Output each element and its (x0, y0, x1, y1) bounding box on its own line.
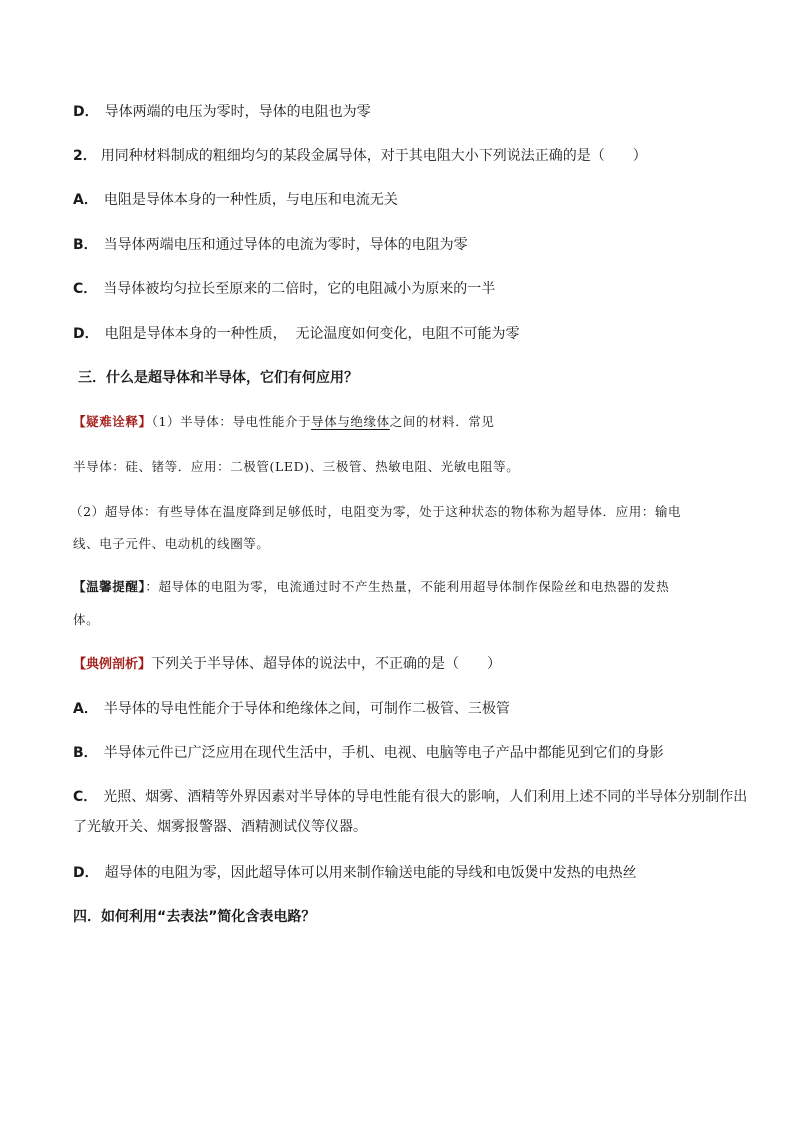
tip-line-2: 体。 (73, 612, 100, 627)
example-option-d (73, 864, 637, 882)
option-label: D． (73, 104, 99, 120)
option-label: A． (73, 701, 98, 717)
option-text: 半导体的导电性能介于导体和绝缘体之间，可制作二极管、三极管 (103, 701, 510, 717)
example-text: 下列关于半导体、超导体的说法中，不正确的是（ ） (151, 656, 502, 672)
option-label: B． (73, 745, 98, 761)
tip-text: ：超导体的电阻为零，电流通过时不产生热量，不能利用超导体制作保险丝和电热器的发热 (145, 579, 670, 594)
option-text: 导体两端的电压为零时，导体的电阻也为零 (104, 104, 371, 120)
explain-line-1 (73, 413, 495, 431)
option-text: 半导体元件已广泛应用在现代生活中，手机、电视、电脑等电子产品中都能见到它们的身影 (103, 745, 664, 761)
option-label: A． (73, 192, 98, 208)
q2-option-c (73, 280, 495, 298)
example-tag: 【典例剖析】 (73, 657, 152, 672)
q2-option-a (73, 191, 398, 209)
question-text: 用同种材料制成的粗细均匀的某段金属导体，对于其电阻大小下列说法正确的是（ ） (100, 148, 647, 164)
option-text: 电阻是导体本身的一种性质，与电压和电流无关 (103, 192, 398, 208)
option-text: 超导体的电阻为零，因此超导体可以用来制作输送电能的导线和电饭煲中发热的电热丝 (104, 865, 637, 881)
example-option-c-cont: 了光敏开关、烟雾报警器、酒精测试仪等仪器。 (73, 819, 367, 835)
tip-line-1 (73, 578, 669, 596)
option-text: 电阻是导体本身的一种性质， 无论温度如何变化，电阻不可能为零 (104, 326, 520, 342)
option-label: C． (73, 281, 98, 297)
tip-tag: 【温馨提醒】 (73, 579, 146, 594)
q2-option-b (73, 236, 468, 254)
example-stem (73, 655, 501, 674)
explain-underlined: 导体与绝缘体 (311, 414, 390, 429)
option-text: 当导体被均匀拉长至原来的二倍时，它的电阻减小为原来的一半 (103, 281, 496, 297)
explain-line-3: （2）超导体：有些导体在温度降到足够低时，电阻变为零，处于这种状态的物体称为超导体．应用：输电 (70, 504, 682, 519)
explain-text-post: 之间的材料．常见 (389, 414, 495, 429)
option-label: C． (73, 789, 98, 805)
option-text: 当导体两端电压和通过导体的电流为零时，导体的电阻为零 (103, 237, 468, 253)
example-option-a (73, 700, 510, 718)
question-2-stem (73, 147, 647, 165)
explain-tag: 【疑难诠释】 (73, 414, 152, 429)
explain-line-2: 半导体：硅、锗等．应用：二极管(LED)、三极管、热敏电阻、光敏电阻等。 (73, 459, 520, 474)
explain-text-pre: （1）半导体：导电性能介于 (151, 414, 312, 429)
option-text: 光照、烟雾、酒精等外界因素对半导体的导电性能有很大的影响，人们利用上述不同的半导体分别制作出 (103, 789, 748, 805)
example-option-b (73, 744, 664, 762)
question-number: 2． (73, 148, 97, 164)
option-label: D． (73, 326, 99, 342)
explain-line-4: 线、电子元件、电动机的线圈等。 (73, 536, 270, 551)
example-option-c (73, 788, 747, 806)
q1-option-d (73, 103, 371, 121)
section-3-heading: 三．什么是超导体和半导体，它们有何应用？ (78, 370, 358, 386)
section-4-heading: 四．如何利用“去表法”简化含表电路？ (73, 909, 316, 925)
option-label: D． (73, 865, 99, 881)
option-label: B． (73, 237, 98, 253)
q2-option-d (73, 325, 520, 343)
